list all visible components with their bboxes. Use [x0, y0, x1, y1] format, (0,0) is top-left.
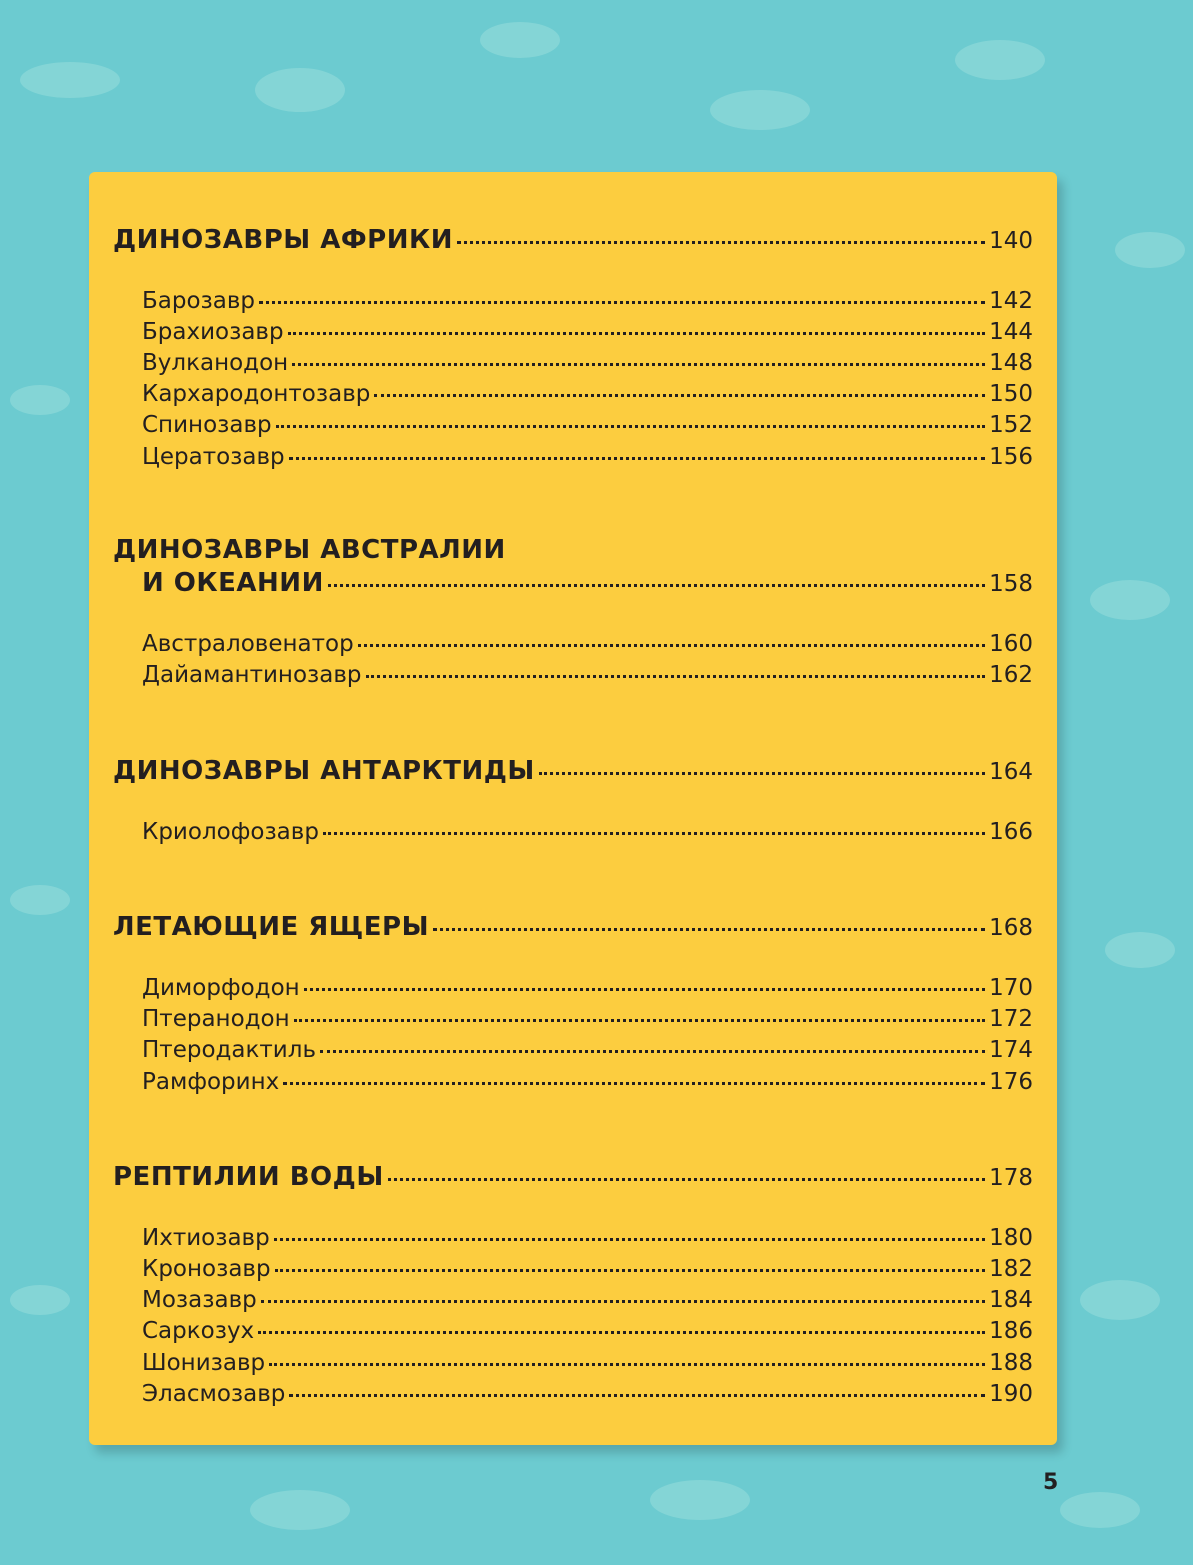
- dot-leader: [539, 772, 985, 775]
- toc-label: Рамфоринх: [142, 1069, 280, 1095]
- toc-page-number: 142: [989, 288, 1033, 314]
- toc-label: Мозазавр: [142, 1287, 257, 1313]
- dot-leader: [289, 1394, 985, 1397]
- toc-heading[interactable]: [113, 912, 1033, 942]
- dot-leader: [304, 988, 985, 991]
- toc-heading[interactable]: [113, 225, 1033, 255]
- toc-heading[interactable]: [113, 756, 1033, 786]
- toc-page-number: 190: [989, 1381, 1033, 1407]
- toc-entry[interactable]: [142, 444, 1033, 470]
- toc-page-number: 182: [989, 1256, 1033, 1282]
- toc-label: Эласмозавр: [142, 1381, 286, 1407]
- toc-entry[interactable]: [142, 662, 1033, 688]
- toc-label: РЕПТИЛИИ ВОДЫ: [113, 1162, 384, 1192]
- toc-label: Кархародонтозавр: [142, 381, 371, 407]
- dot-leader: [275, 1269, 986, 1272]
- toc-page-number: 160: [989, 631, 1033, 657]
- toc-label: Криолофозавр: [142, 819, 319, 845]
- dot-leader: [258, 1331, 985, 1334]
- dot-leader: [288, 332, 986, 335]
- toc-page-number: 148: [989, 350, 1033, 376]
- toc-entry[interactable]: [142, 819, 1033, 845]
- toc-label: ДИНОЗАВРЫ АНТАРКТИДЫ: [113, 756, 535, 786]
- toc-page-number: 188: [989, 1350, 1033, 1376]
- toc-entry[interactable]: [142, 1287, 1033, 1313]
- toc-page-number: 158: [989, 571, 1033, 597]
- dot-leader: [274, 1238, 985, 1241]
- toc-entry[interactable]: [142, 1381, 1033, 1407]
- toc-entry[interactable]: [142, 975, 1033, 1001]
- toc-label: Вулканодон: [142, 350, 289, 376]
- dot-leader: [433, 928, 985, 931]
- toc-label: Брахиозавр: [142, 319, 284, 345]
- toc-page-number: 140: [989, 228, 1033, 254]
- dot-leader: [292, 363, 985, 366]
- toc-page-number: 176: [989, 1069, 1033, 1095]
- toc-page-number: 174: [989, 1037, 1033, 1063]
- toc-entry[interactable]: [142, 381, 1033, 407]
- toc-page-number: 164: [989, 759, 1033, 785]
- toc-page-number: 168: [989, 915, 1033, 941]
- dot-leader: [374, 394, 985, 397]
- dot-leader: [269, 1363, 985, 1366]
- toc-page-number: 180: [989, 1225, 1033, 1251]
- dot-leader: [323, 832, 985, 835]
- toc-entry[interactable]: [142, 1318, 1033, 1344]
- toc-page-number: 186: [989, 1318, 1033, 1344]
- dot-leader: [283, 1082, 985, 1085]
- toc-entry[interactable]: [142, 412, 1033, 438]
- toc-label: Дайамантинозавр: [142, 662, 362, 688]
- toc-label: Диморфодон: [142, 975, 300, 1001]
- toc-page-number: 184: [989, 1287, 1033, 1313]
- toc-page-number: 172: [989, 1006, 1033, 1032]
- dot-leader: [261, 1300, 985, 1303]
- toc-page-number: 166: [989, 819, 1033, 845]
- dot-leader: [328, 584, 985, 587]
- dot-leader: [294, 1019, 985, 1022]
- toc-label: ДИНОЗАВРЫ АФРИКИ: [113, 225, 453, 255]
- toc-entry[interactable]: [142, 1225, 1033, 1251]
- toc-label: Саркозух: [142, 1318, 255, 1344]
- toc-entry[interactable]: [142, 1006, 1033, 1032]
- toc-entry[interactable]: [142, 1350, 1033, 1376]
- dot-leader: [366, 675, 986, 678]
- toc-heading[interactable]: [113, 1162, 1033, 1192]
- toc-page-number: 152: [989, 412, 1033, 438]
- toc-page-number: 144: [989, 319, 1033, 345]
- toc-label: ЛЕТАЮЩИЕ ЯЩЕРЫ: [113, 912, 430, 942]
- toc-entry[interactable]: [142, 350, 1033, 376]
- toc-entry[interactable]: [142, 1256, 1033, 1282]
- dot-leader: [259, 301, 985, 304]
- toc-page-number: 170: [989, 975, 1033, 1001]
- dot-leader: [388, 1178, 985, 1181]
- toc-label: Птеродактиль: [142, 1037, 317, 1063]
- toc-entry[interactable]: [142, 1037, 1033, 1063]
- toc-entry[interactable]: [142, 319, 1033, 345]
- dot-leader: [289, 457, 985, 460]
- page-number: 5: [1043, 1470, 1059, 1495]
- toc-heading[interactable]: [142, 568, 1033, 598]
- toc-label: Цератозавр: [142, 444, 285, 470]
- toc-entry[interactable]: [142, 631, 1033, 657]
- toc-label: Шонизавр: [142, 1350, 266, 1376]
- toc-entry[interactable]: [142, 1069, 1033, 1095]
- toc-page-number: 178: [989, 1165, 1033, 1191]
- toc-page-number: 150: [989, 381, 1033, 407]
- toc-page-number: 162: [989, 662, 1033, 688]
- toc-label: И ОКЕАНИИ: [142, 568, 324, 598]
- toc-page-number: 156: [989, 444, 1033, 470]
- dot-leader: [276, 425, 985, 428]
- toc-label: Кронозавр: [142, 1256, 271, 1282]
- toc-label: Австраловенатор: [142, 631, 354, 657]
- toc-heading-australia-line1: ДИНОЗАВРЫ АВСТРАЛИИ: [113, 535, 506, 565]
- dot-leader: [320, 1050, 985, 1053]
- dot-leader: [358, 644, 985, 647]
- toc-entry[interactable]: [142, 288, 1033, 314]
- toc-label: Барозавр: [142, 288, 256, 314]
- toc-label: Ихтиозавр: [142, 1225, 270, 1251]
- dot-leader: [457, 241, 985, 244]
- toc-label: Птеранодон: [142, 1006, 290, 1032]
- toc-label: Спинозавр: [142, 412, 272, 438]
